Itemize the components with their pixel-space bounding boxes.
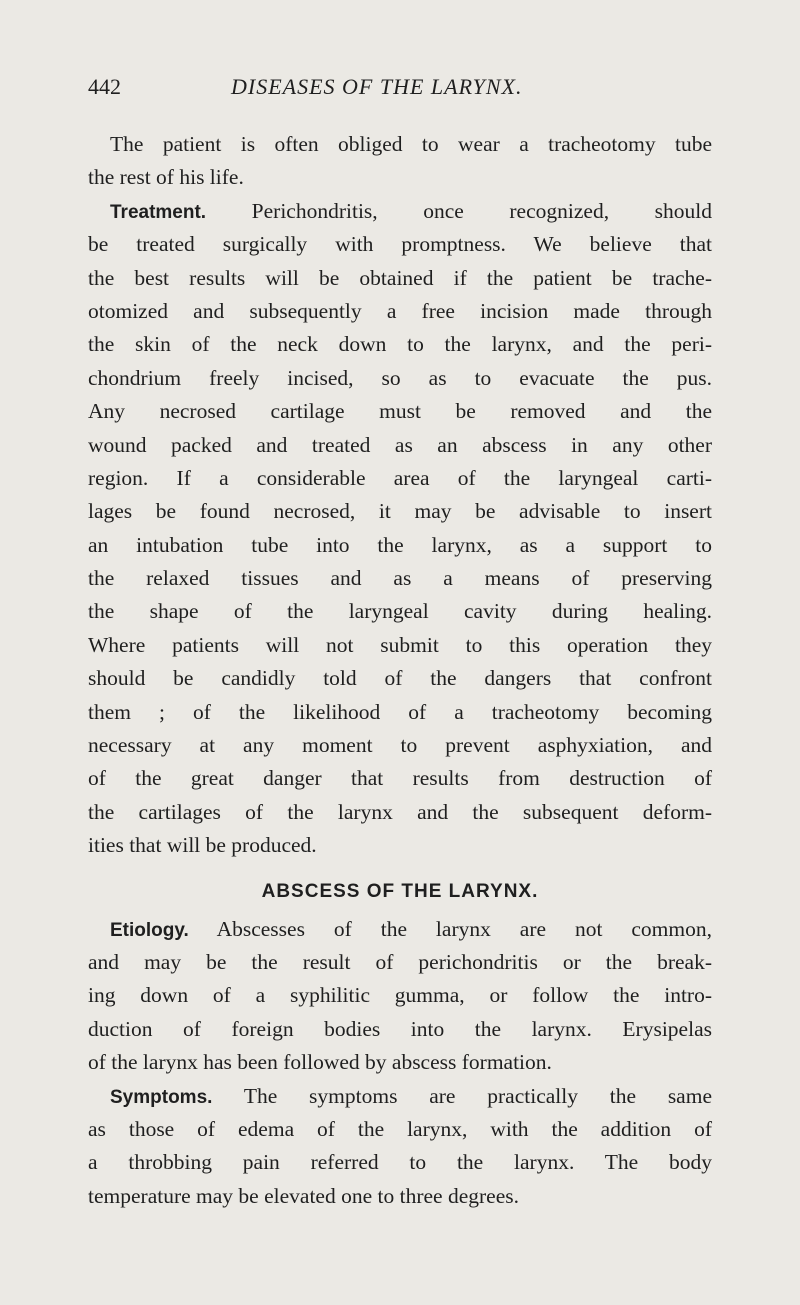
text-line: [88, 328, 712, 361]
line-text: duction of foreign bodies into the larynx. Erysipelas: [88, 1016, 712, 1041]
text-line: [88, 1013, 712, 1046]
line-text: temperature may be elevated one to three degrees.: [88, 1183, 519, 1208]
text-line: [88, 696, 712, 729]
line-text: otomized and subsequently a free incision made through: [88, 298, 712, 323]
line-text: wound packed and treated as an abscess in any other: [88, 432, 712, 457]
line-text: the relaxed tissues and as a means of preserving: [88, 566, 712, 591]
text-line: [88, 128, 712, 161]
line-text: the skin of the neck down to the larynx, and the peri-: [88, 332, 712, 357]
line-text: necessary at any moment to prevent asphyxiation, and: [88, 733, 712, 758]
text-line: [88, 796, 712, 829]
text-line: [88, 979, 712, 1012]
line-text: The patient is often obliged to wear a tracheotomy tube: [110, 132, 712, 156]
line-text: an intubation tube into the larynx, as a support to: [88, 532, 712, 557]
text-line: [88, 1046, 712, 1079]
line-text: of the great danger that results from destruction of: [88, 766, 712, 791]
paragraph-label: Etiology.: [110, 919, 189, 941]
text-line: [88, 429, 712, 462]
text-line: [88, 529, 712, 562]
text-line: [88, 946, 712, 979]
paragraph: [88, 1080, 712, 1214]
text-line: [88, 195, 712, 228]
text-line: [88, 913, 712, 946]
line-text: lages be found necrosed, it may be advisable to insert: [88, 499, 712, 524]
text-line: [88, 562, 712, 595]
paragraph: [88, 195, 712, 863]
line-text: and may be the result of perichondritis or the break-: [88, 949, 712, 974]
text-line: [88, 762, 712, 795]
paragraph-label: Symptoms.: [110, 1086, 213, 1108]
text-line: [88, 1180, 712, 1213]
text-line: [88, 362, 712, 395]
line-text: the shape of the laryngeal cavity during healing.: [88, 599, 712, 624]
line-text: ities that will be produced.: [88, 833, 317, 858]
text-line: [88, 729, 712, 762]
text-line: [88, 829, 712, 862]
text-line: [88, 1146, 712, 1179]
line-text: should be candidly told of the dangers that confront: [88, 666, 712, 691]
page-number: 442: [88, 74, 121, 99]
text-line: [88, 295, 712, 328]
text-line: [88, 629, 712, 662]
text-line: [88, 1080, 712, 1113]
line-text: Perichondritis, once recognized, should: [206, 198, 712, 223]
text-line: [88, 161, 712, 194]
text-line: [88, 495, 712, 528]
paragraph: [88, 128, 712, 195]
line-text: Abscesses of the larynx are not common,: [188, 916, 712, 941]
running-title: DISEASES OF THE LARYNX.: [231, 74, 523, 99]
line-text: be treated surgically with promptness. We believe that: [88, 232, 712, 257]
line-text: the cartilages of the larynx and the subsequent deform-: [88, 799, 712, 824]
line-text: of the larynx has been followed by abscess formation.: [88, 1050, 552, 1075]
line-text: region. If a considerable area of the laryngeal carti-: [88, 465, 712, 490]
line-text: the best results will be obtained if the patient be trache-: [88, 265, 712, 290]
page-header: [0, 74, 800, 104]
body-text: [88, 128, 712, 1213]
text-line: [88, 662, 712, 695]
line-text: the rest of his life.: [88, 165, 244, 190]
line-text: them ; of the likelihood of a tracheotomy becoming: [88, 699, 712, 724]
line-text: ing down of a syphilitic gumma, or follow the intro-: [88, 983, 712, 1008]
text-line: [88, 462, 712, 495]
text-line: [88, 1113, 712, 1146]
line-text: The symptoms are practically the same: [212, 1083, 712, 1108]
section-heading: ABSCESS OF THE LARYNX.: [261, 880, 539, 902]
line-text: as those of edema of the larynx, with the addition of: [88, 1116, 712, 1141]
text-line: [88, 395, 712, 428]
paragraph-label: Treatment.: [110, 201, 207, 223]
line-text: Where patients will not submit to this operation they: [88, 632, 712, 657]
text-line: [88, 595, 712, 628]
text-line: [88, 262, 712, 295]
paragraph: [88, 913, 712, 1080]
line-text: Any necrosed cartilage must be removed and the: [88, 399, 712, 424]
text-line: [88, 228, 712, 261]
line-text: chondrium freely incised, so as to evacuate the pus.: [88, 365, 712, 390]
line-text: a throbbing pain referred to the larynx. The body: [88, 1150, 712, 1175]
